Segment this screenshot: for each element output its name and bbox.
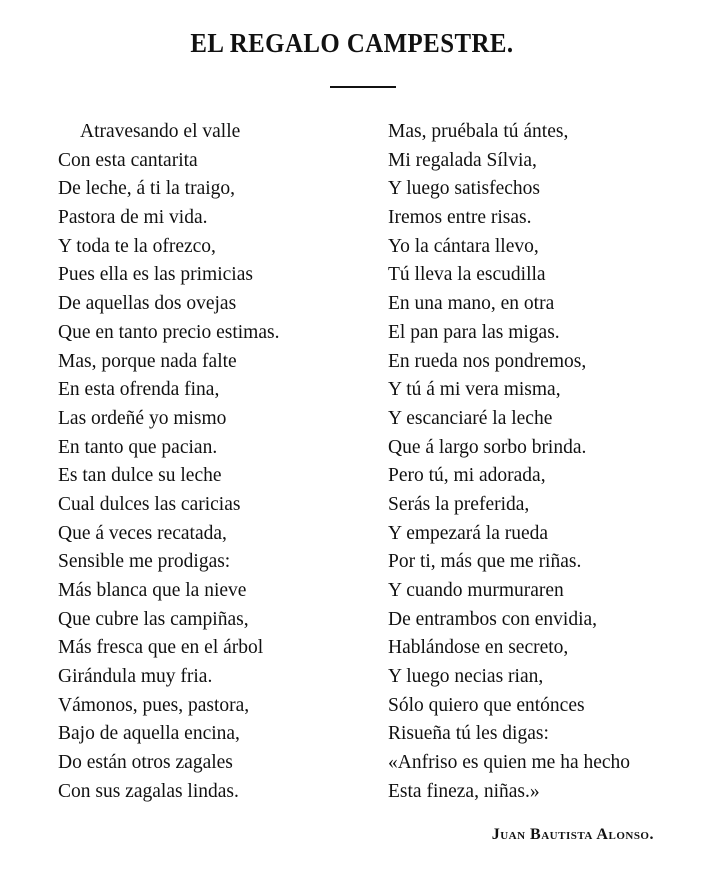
verse-line: De aquellas dos ovejas [58, 293, 237, 315]
verse-line: Pues ella es las primicias [58, 264, 253, 286]
poem-left-column [58, 118, 279, 807]
verse-line: Que á veces recatada, [58, 522, 227, 544]
verse-line: Más blanca que la nieve [58, 580, 247, 601]
verse-line: Sensible me prodigas: [58, 551, 231, 573]
verse-line: Iremos entre risas. [388, 207, 532, 229]
verse-line: De entrambos con envidia, [388, 608, 598, 630]
verse-line: Risueña tú les digas: [388, 723, 549, 745]
verse-line: Hablándose en secreto, [388, 637, 569, 659]
verse-line: «Anfriso es quien me ha hecho [388, 752, 631, 774]
title-divider [330, 86, 396, 88]
verse-line: El pan para las migas. [388, 321, 560, 343]
verse-line: Y toda te la ofrezco, [58, 235, 216, 257]
verse-line: Y tú á mi vera misma, [388, 379, 561, 401]
verse-line: Mas, pruébala tú ántes, [388, 121, 569, 142]
verse-line: Las ordeñé yo mismo [58, 407, 227, 429]
verse-line: Bajo de aquella encina, [58, 723, 240, 745]
verse-line: Do están otros zagales [58, 752, 233, 774]
verse-line: Pero tú, mi adorada, [388, 465, 546, 487]
verse-line: En una mano, en otra [388, 293, 555, 315]
verse-line: Más fresca que en el árbol [58, 637, 264, 659]
verse-line: Y cuando murmuraren [388, 580, 564, 601]
verse-line: Pastora de mi vida. [58, 207, 208, 229]
poem-right-column [388, 118, 630, 807]
verse-line: Y luego satisfechos [388, 178, 540, 200]
author-signature: Juan Bautista Alonso. [491, 826, 654, 843]
verse-line: En tanto que pacian. [58, 436, 218, 458]
verse-line: De leche, á ti la traigo, [58, 178, 236, 200]
verse-line: Mas, porque nada falte [58, 350, 237, 372]
verse-line: Cual dulces las caricias [58, 493, 241, 515]
verse-line: Y luego necias rian, [388, 666, 544, 688]
verse-line: Y escanciaré la leche [388, 407, 553, 429]
verse-line: Que á largo sorbo brinda. [388, 436, 587, 458]
verse-line: Girándula muy fria. [58, 666, 213, 688]
verse-line: Que cubre las campiñas, [58, 608, 249, 630]
verse-line: Y empezará la rueda [388, 522, 549, 544]
poem-title: EL REGALO CAMPESTRE. [190, 28, 514, 58]
verse-line: Sólo quiero que entónces [388, 694, 585, 716]
verse-line: En rueda nos pondremos, [388, 350, 587, 372]
verse-line: Esta fineza, niñas.» [388, 780, 540, 802]
verse-line: Es tan dulce su leche [58, 465, 222, 487]
verse-line: Yo la cántara llevo, [388, 235, 539, 257]
verse-line: Tú lleva la escudilla [388, 264, 546, 286]
verse-line: En esta ofrenda fina, [58, 379, 220, 401]
verse-line: Atravesando el valle [80, 121, 241, 142]
verse-line: Vámonos, pues, pastora, [58, 694, 250, 716]
verse-line: Que en tanto precio estimas. [58, 321, 280, 343]
verse-line: Por ti, más que me riñas. [388, 551, 582, 573]
verse-line: Mi regalada Sílvia, [388, 149, 537, 171]
verse-line: Con esta cantarita [58, 149, 198, 171]
verse-line: Con sus zagalas lindas. [58, 780, 239, 802]
verse-line: Serás la preferida, [388, 493, 530, 515]
